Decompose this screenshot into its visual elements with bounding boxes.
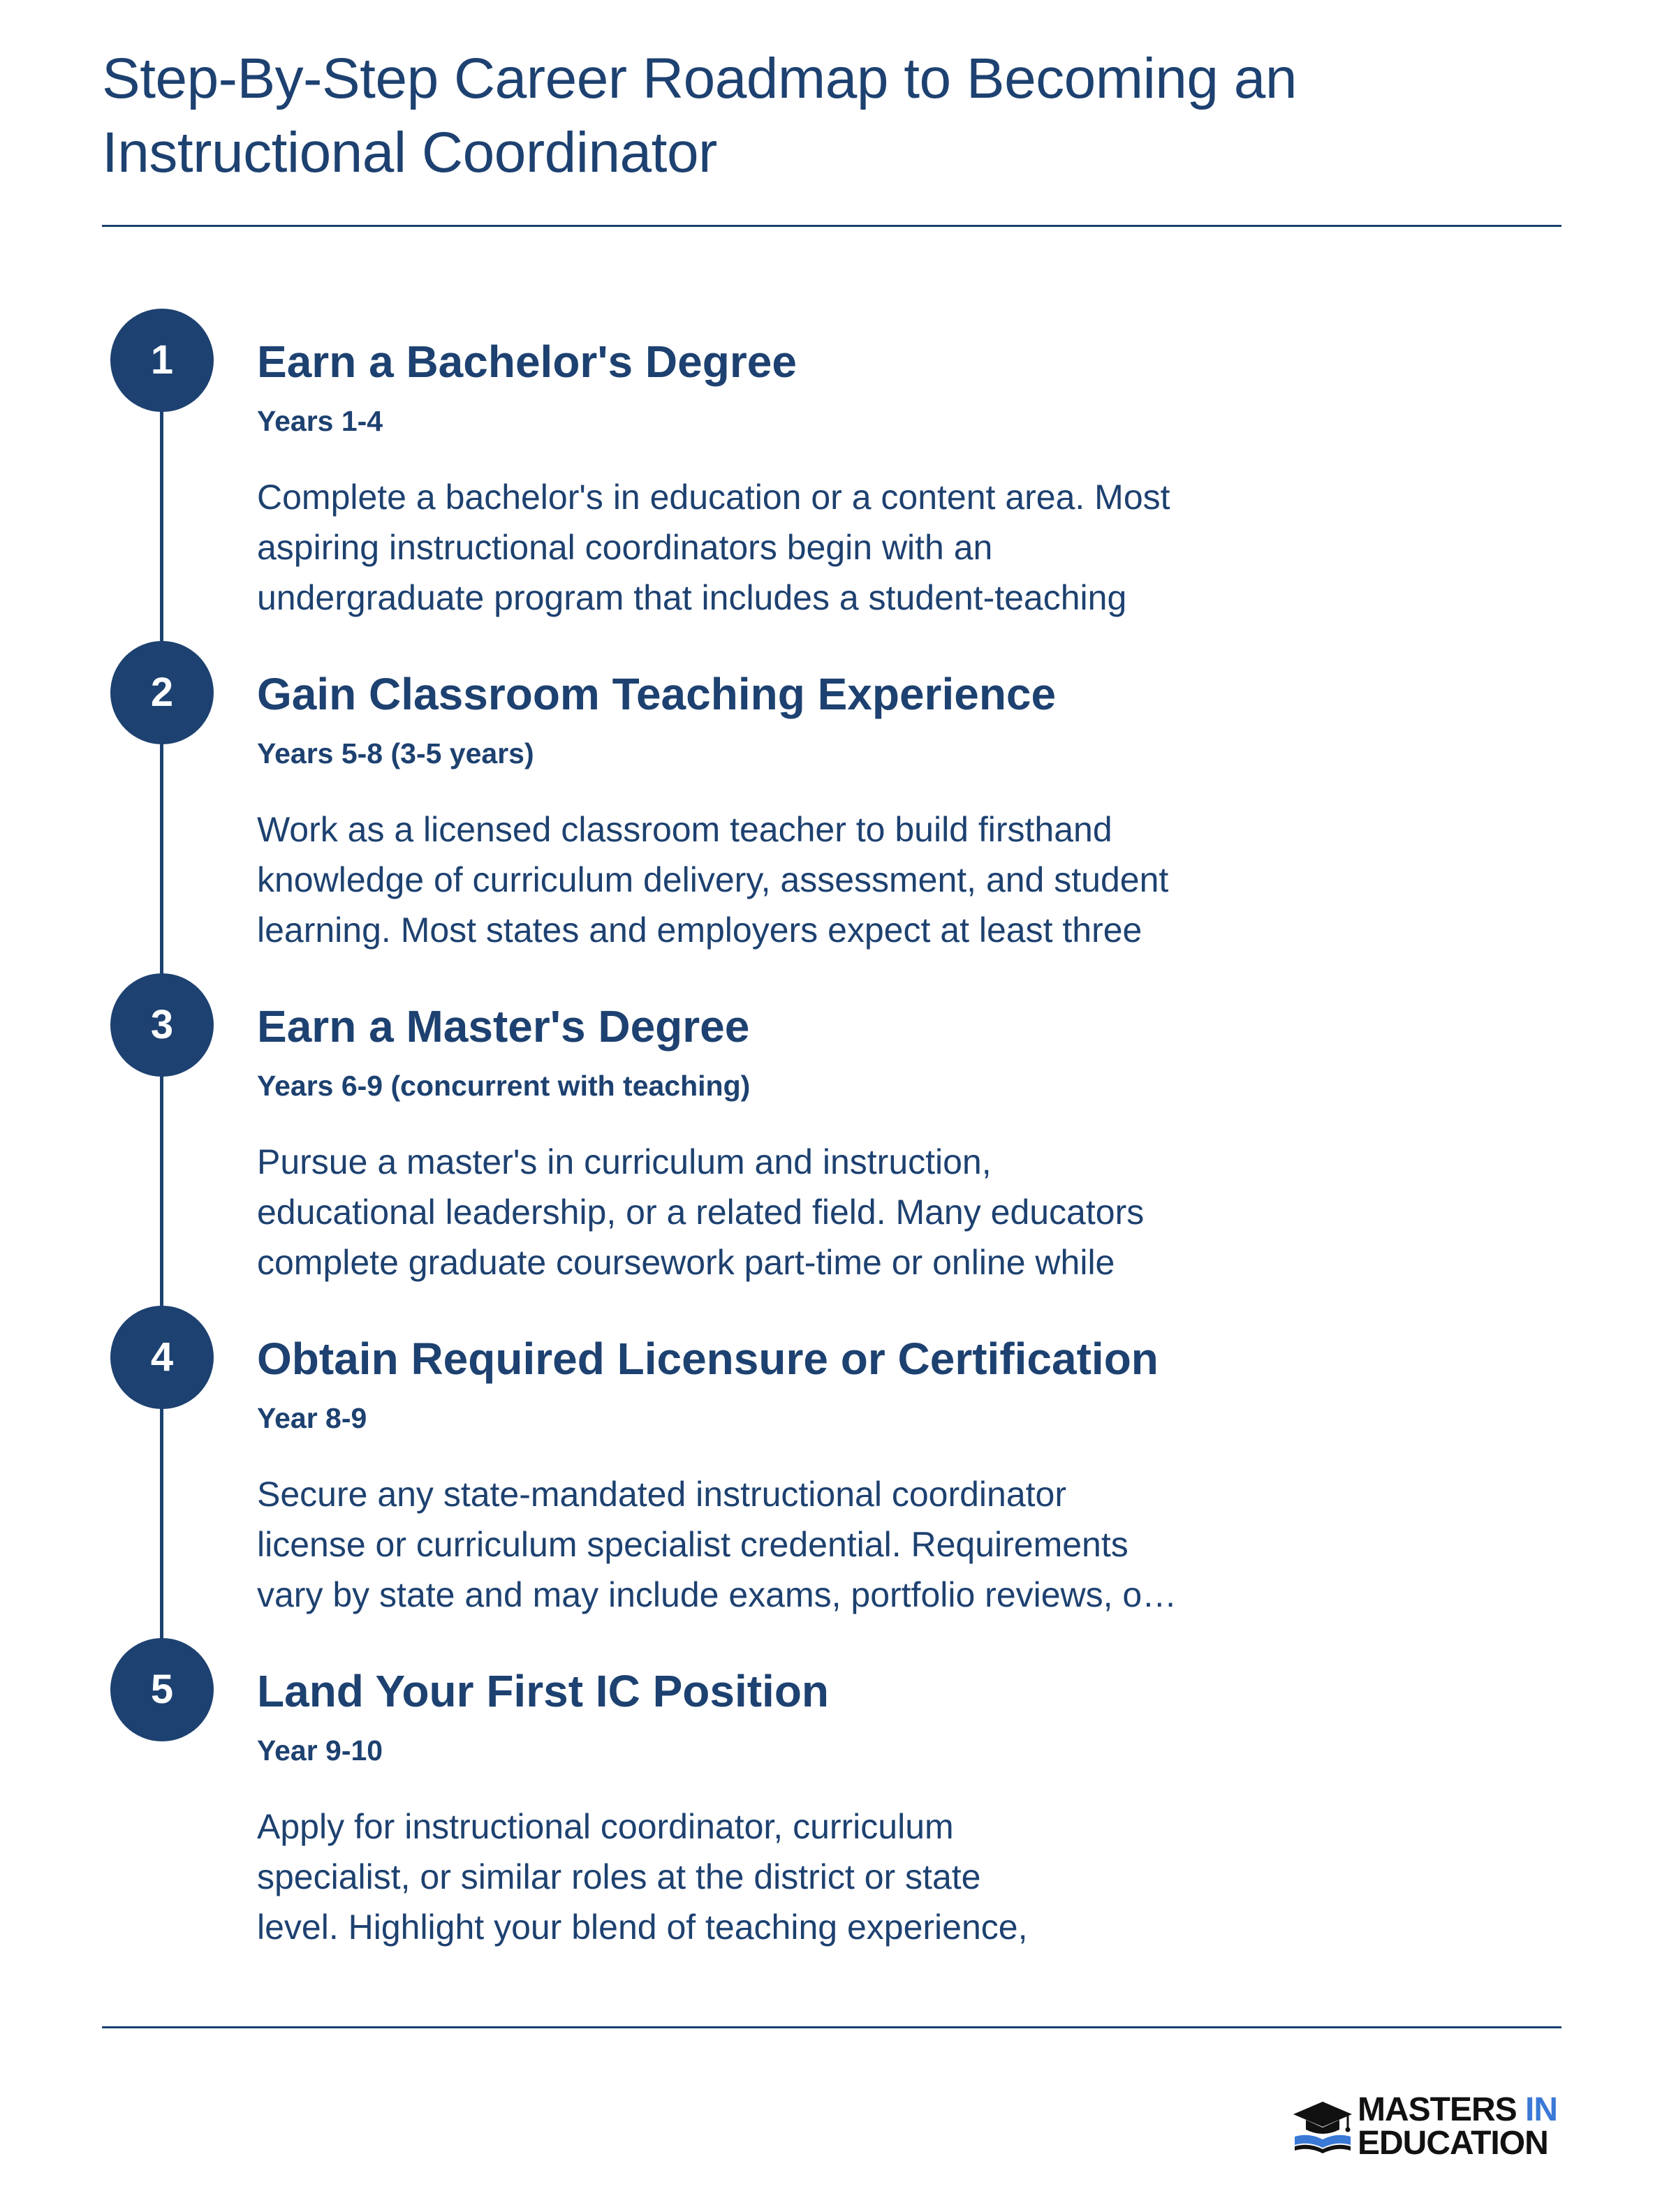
graduation-cap-book-icon [1292, 2099, 1353, 2155]
step-description-line: educational leadership, or a related field. Many educators [257, 1193, 1145, 1232]
step-3 [0, 973, 1676, 1295]
step-description-line: Complete a bachelor's in education or a content area. Most [257, 478, 1170, 517]
step-description-line: knowledge of curriculum delivery, assessment, and student [257, 860, 1169, 899]
step-description-line: Pursue a master's in curriculum and instruction, [257, 1142, 992, 1181]
logo-word-in: IN [1525, 2091, 1558, 2128]
step-number-badge: 2 [110, 641, 214, 744]
step-description [257, 1801, 1318, 1952]
page-title [102, 42, 1499, 190]
step-description-line: undergraduate program that includes a student-teaching [257, 578, 1127, 617]
masters-in-education-logo [1292, 2088, 1564, 2172]
step-years: Years 1-4 [257, 405, 383, 437]
step-years: Years 5-8 (3-5 years) [257, 737, 534, 769]
step-years: Years 6-9 (concurrent with teaching) [257, 1070, 751, 1102]
step-number-badge: 1 [110, 309, 214, 412]
page-title-line-1: Step-By-Step Career Roadmap to Becoming an [102, 47, 1298, 110]
step-title: Gain Classroom Teaching Experience [257, 669, 1057, 719]
step-description-line: level. Highlight your blend of teaching experience, [257, 1908, 1028, 1947]
step-5 [0, 1638, 1676, 1959]
step-title: Land Your First IC Position [257, 1666, 829, 1716]
step-description [257, 804, 1318, 955]
step-number-badge: 3 [110, 973, 214, 1077]
step-title: Obtain Required Licensure or Certification [257, 1334, 1159, 1384]
top-divider [102, 225, 1561, 227]
logo-word-education: EDUCATION [1358, 2125, 1548, 2162]
step-title: Earn a Bachelor's Degree [257, 337, 797, 387]
step-4 [0, 1306, 1676, 1627]
logo-word-masters: MASTERS [1358, 2091, 1517, 2128]
step-description [257, 1469, 1318, 1620]
step-description [257, 472, 1318, 623]
step-description-line: Secure any state-mandated instructional coordinator [257, 1475, 1066, 1514]
step-description-line: license or curriculum specialist credential. Requirements [257, 1525, 1129, 1564]
step-description [257, 1137, 1318, 1288]
step-number-badge: 5 [110, 1638, 214, 1741]
step-description-line: learning. Most states and employers expect at least three [257, 910, 1142, 950]
step-2 [0, 641, 1676, 962]
step-number-badge: 4 [110, 1306, 214, 1409]
step-description-line: complete graduate coursework part-time or online while [257, 1243, 1115, 1282]
step-years: Year 9-10 [257, 1734, 383, 1767]
step-1 [0, 309, 1676, 630]
step-description-line: vary by state and may include exams, portfolio reviews, o… [257, 1575, 1177, 1614]
bottom-divider [102, 2026, 1561, 2028]
page-title-line-2: Instructional Coordinator [102, 121, 717, 184]
logo-wordmark [1358, 2093, 1557, 2160]
step-description-line: aspiring instructional coordinators begin with an [257, 528, 993, 567]
step-title: Earn a Master's Degree [257, 1001, 750, 1052]
step-description-line: Apply for instructional coordinator, curriculum [257, 1807, 954, 1846]
step-description-line: specialist, or similar roles at the district or state [257, 1857, 981, 1896]
step-years: Year 8-9 [257, 1402, 367, 1434]
step-description-line: Work as a licensed classroom teacher to build firsthand [257, 810, 1112, 849]
